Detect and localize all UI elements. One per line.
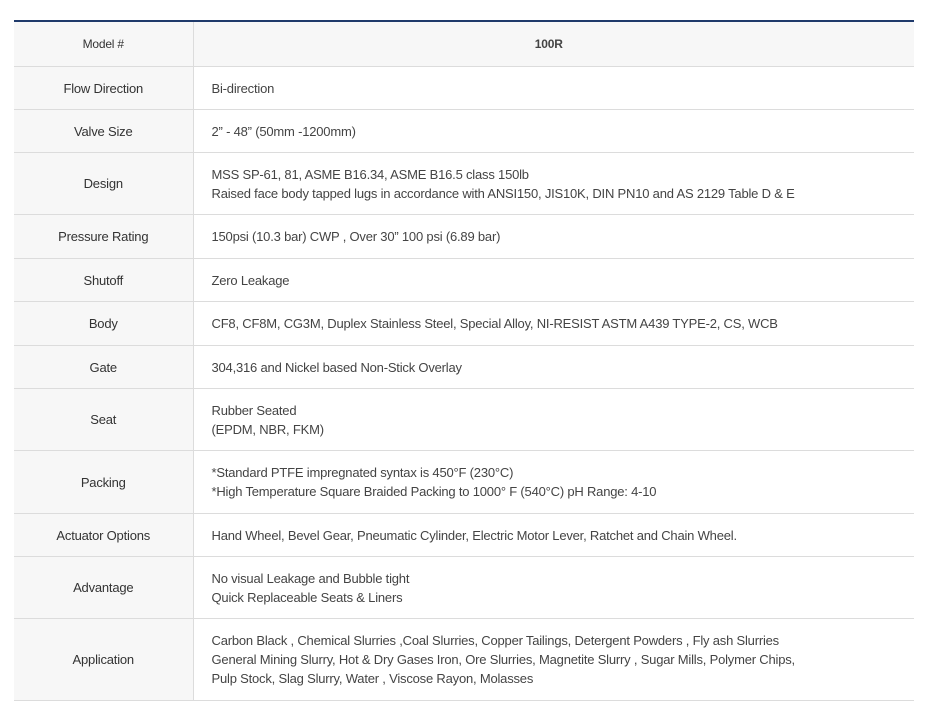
spec-value-line: Pulp Stock, Slag Slurry, Water , Viscose Rayon, Molasses — [211, 671, 534, 686]
spec-row-advantage — [14, 557, 914, 619]
spec-row-packing — [14, 451, 914, 514]
spec-value-seat — [193, 389, 914, 451]
spec-value-line: *High Temperature Square Braided Packing to 1000° F (540°C) pH Range: 4-10 — [211, 484, 657, 499]
spec-value-line: Zero Leakage — [211, 272, 290, 288]
spec-row-seat — [14, 389, 914, 451]
spec-value-body — [193, 302, 914, 346]
spec-value-valve-size — [193, 110, 914, 153]
spec-value-line: 150psi (10.3 bar) CWP , Over 30” 100 psi (6.89 bar) — [211, 229, 501, 244]
spec-value-line: Carbon Black , Chemical Slurries ,Coal Slurries, Copper Tailings, Detergent Powders , Fly ash Slurries — [211, 633, 779, 648]
spec-label-body: Body — [14, 302, 193, 346]
spec-label-application: Application — [14, 619, 193, 701]
spec-row-flow-direction — [14, 67, 914, 110]
spec-table-body — [14, 67, 914, 701]
spec-value-design — [193, 153, 914, 215]
spec-value-packing — [193, 451, 914, 514]
spec-value-line: 304,316 and Nickel based Non-Stick Overlay — [211, 359, 462, 375]
spec-value-pressure-rating — [193, 215, 914, 259]
spec-row-pressure-rating — [14, 215, 914, 259]
spec-value-line: No visual Leakage and Bubble tight — [211, 570, 410, 586]
spec-row-valve-size — [14, 110, 914, 153]
spec-value-actuator-options — [193, 514, 914, 557]
spec-value-application — [193, 619, 914, 701]
spec-value-advantage — [193, 557, 914, 619]
spec-label-advantage: Advantage — [14, 557, 193, 619]
spec-value-line: Hand Wheel, Bevel Gear, Pneumatic Cylinder, Electric Motor Lever, Ratchet and Chain Wheel. — [211, 527, 737, 543]
spec-value-line: MSS SP-61, 81, ASME B16.34, ASME B16.5 class 150lb — [211, 166, 529, 182]
spec-label-design: Design — [14, 153, 193, 215]
spec-label-valve-size: Valve Size — [14, 110, 193, 153]
spec-value-gate — [193, 346, 914, 389]
spec-value-line: *Standard PTFE impregnated syntax is 450°F (230°C) — [211, 465, 514, 480]
spec-value-line: Rubber Seated — [211, 402, 297, 418]
spec-value-line: (EPDM, NBR, FKM) — [211, 421, 324, 437]
spec-value-line: 2” - 48” (50mm -1200mm) — [211, 123, 356, 139]
spec-label-seat: Seat — [14, 389, 193, 451]
spec-value-shutoff — [193, 259, 914, 302]
spec-value-line: General Mining Slurry, Hot & Dry Gases Iron, Ore Slurries, Magnetite Slurry , Sugar Mills, Polymer Chips, — [211, 652, 795, 667]
spec-value-flow-direction — [193, 67, 914, 110]
header-label: Model # — [14, 21, 193, 67]
spec-label-shutoff: Shutoff — [14, 259, 193, 302]
header-value: 100R — [193, 21, 914, 67]
spec-label-gate: Gate — [14, 346, 193, 389]
spec-label-pressure-rating: Pressure Rating — [14, 215, 193, 259]
spec-row-design — [14, 153, 914, 215]
spec-row-shutoff — [14, 259, 914, 302]
spec-label-flow-direction: Flow Direction — [14, 67, 193, 110]
spec-value-line: Bi-direction — [211, 80, 275, 96]
spec-label-packing: Packing — [14, 451, 193, 514]
spec-value-line: Quick Replaceable Seats & Liners — [211, 589, 403, 605]
spec-row-body — [14, 302, 914, 346]
spec-value-line: CF8, CF8M, CG3M, Duplex Stainless Steel, Special Alloy, NI-RESIST ASTM A439 TYPE-2, CS, WCB — [211, 316, 778, 331]
spec-table — [14, 20, 914, 701]
spec-row-actuator-options — [14, 514, 914, 557]
spec-table-header — [14, 21, 914, 67]
spec-row-gate — [14, 346, 914, 389]
spec-row-application — [14, 619, 914, 701]
header-row — [14, 21, 914, 67]
spec-value-line: Raised face body tapped lugs in accordance with ANSI150, JIS10K, DIN PN10 and AS 2129 Table D & E — [211, 185, 795, 201]
spec-label-actuator-options: Actuator Options — [14, 514, 193, 557]
